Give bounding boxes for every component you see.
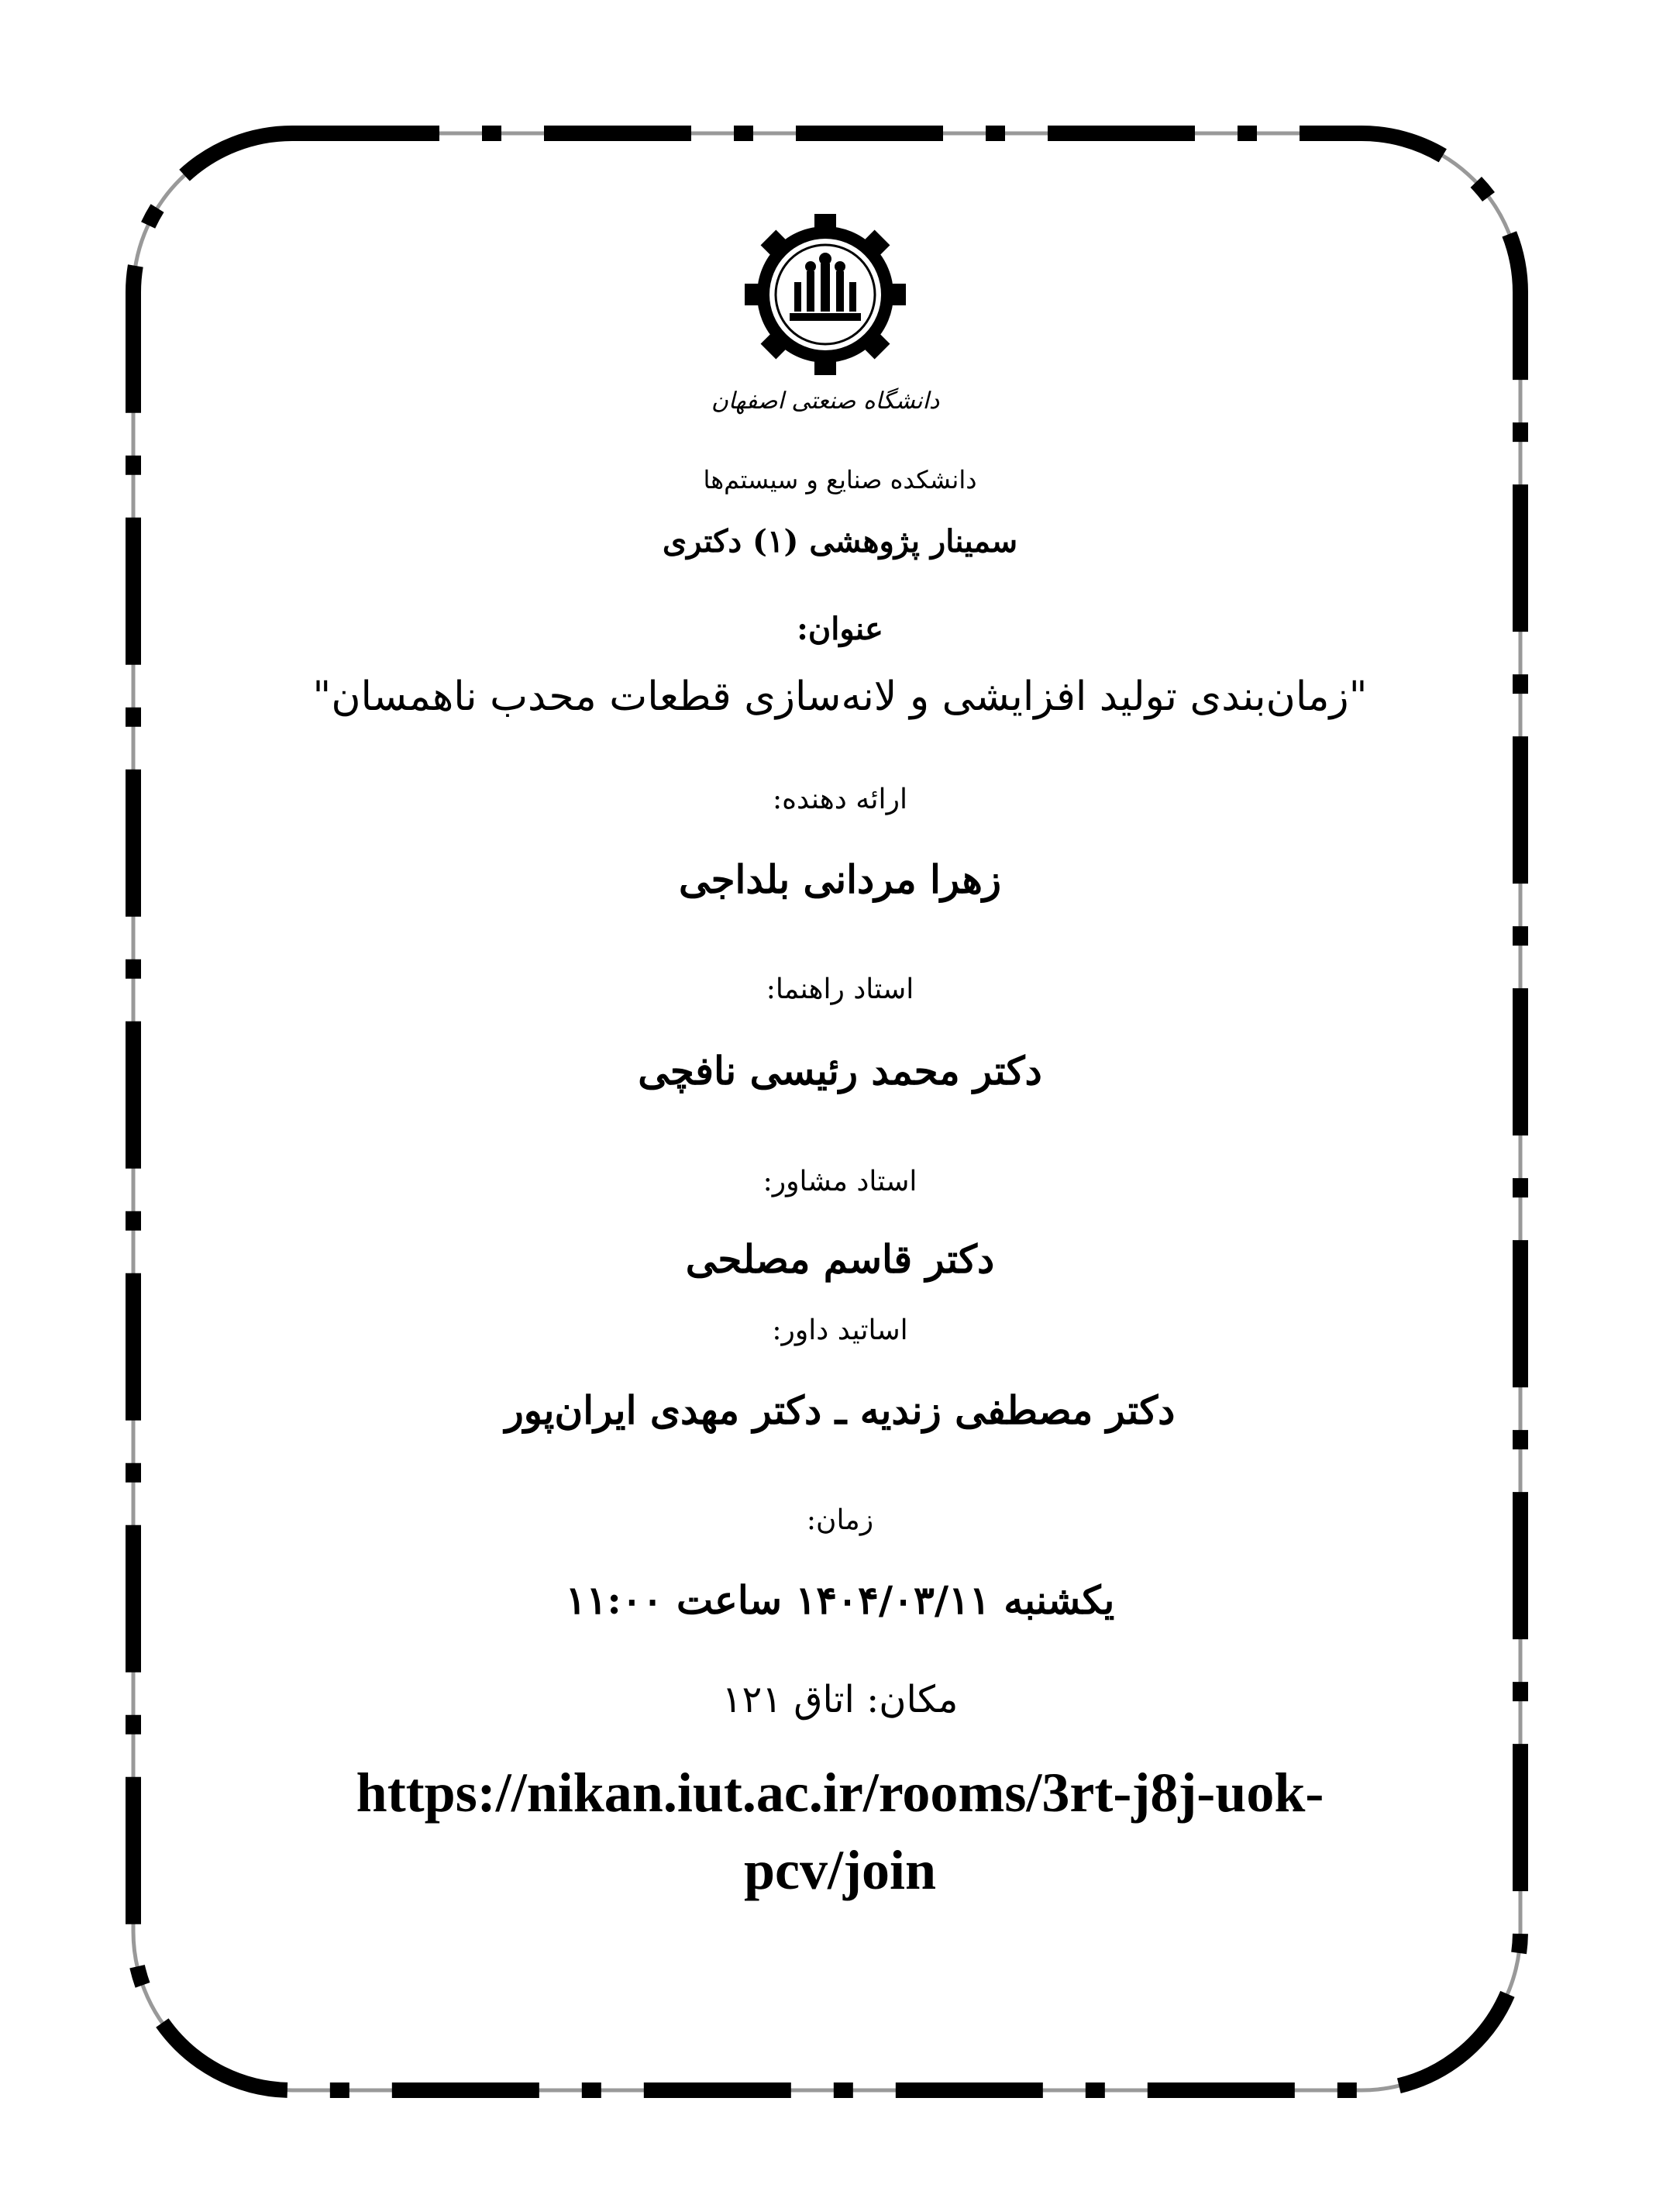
referees-label: اساتید داور:: [772, 1314, 908, 1346]
university-emblem-icon: [711, 205, 940, 422]
supervisor-label: استاد راهنما:: [766, 973, 914, 1005]
advisor-name: دکتر قاسم مصلحی: [685, 1236, 995, 1282]
presenter-label: ارائه دهنده:: [773, 784, 907, 815]
referees-names: دکتر مصطفی زندیه ـ دکتر مهدی ایران‌پور: [504, 1387, 1176, 1433]
seminar-topic: "زمان‌بندی تولید افزایشی و لانه‌سازی قطعات محدب ناهمسان": [312, 673, 1368, 720]
location: مکان: اتاق ۱۲۱: [721, 1678, 959, 1721]
logo-caption: دانشگاه صنعتی اصفهان: [711, 388, 940, 415]
advisor-label: استاد مشاور:: [763, 1166, 917, 1197]
title-label: عنوان:: [797, 611, 883, 647]
faculty-name: دانشکده صنایع و سیستم‌ها: [703, 465, 977, 494]
seminar-title: سمینار پژوهشی (۱) دکتری: [662, 523, 1018, 560]
presenter-name: زهرا مردانی بلداجی: [678, 856, 1002, 902]
supervisor-name: دکتر محمد رئیسی نافچی: [638, 1048, 1042, 1094]
meeting-link-line-1[interactable]: https://nikan.iut.ac.ir/rooms/3rt-j8j-uok-: [356, 1762, 1324, 1824]
meeting-link-line-2[interactable]: pcv/join: [743, 1839, 937, 1901]
date-time: یکشنبه ۱۴۰۴/۰۳/۱۱ ساعت ۱۱:۰۰: [565, 1577, 1115, 1623]
time-label: زمان:: [806, 1504, 874, 1536]
